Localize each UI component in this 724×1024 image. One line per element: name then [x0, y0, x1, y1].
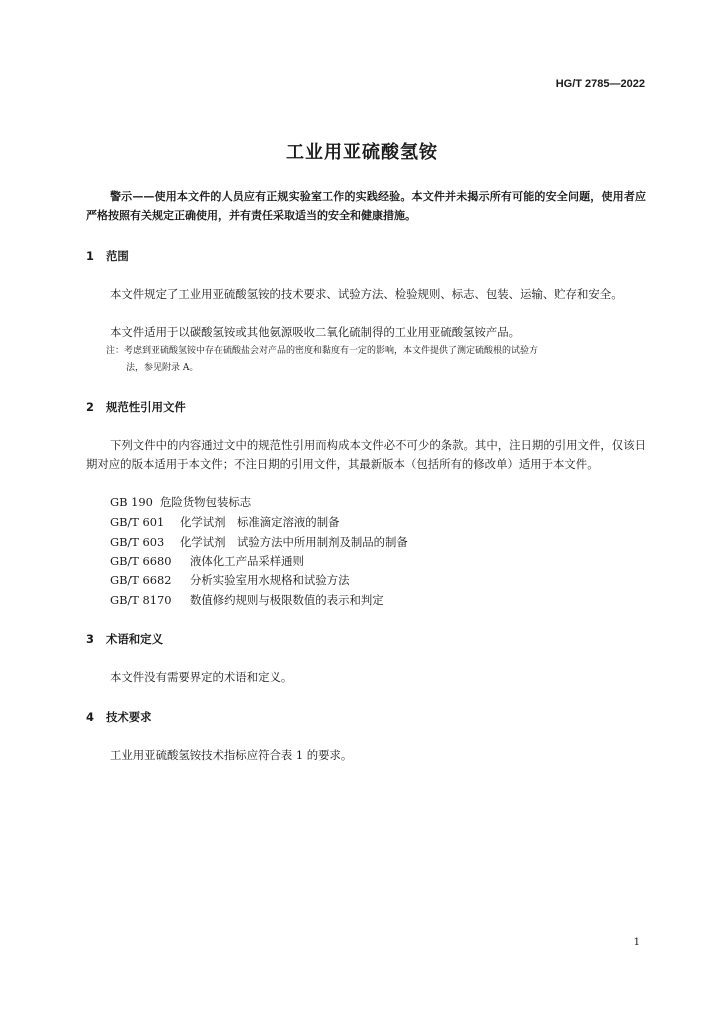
scope-note	[106, 343, 646, 377]
note-line-1: 注：考虑到亚硫酸氢铵中存在硫酸盐会对产品的密度和黏度有一定的影响，本文件提供了测定硫酸根的试验方	[106, 346, 539, 356]
section-title: 技术要求	[106, 710, 152, 724]
document-title: 工业用亚硫酸氢铵	[286, 142, 438, 163]
warning-paragraph: 警示——使用本文件的人员应有正规实验室工作的实践经验。本文件并未揭示所有可能的安全问题，使用者应严格按照有关规定正确使用，并有责任采取适当的安全和健康措施。	[86, 190, 646, 222]
scope-paragraph-1: 本文件规定了工业用亚硫酸氢铵的技术要求、试验方法、检验规则、标志、包装、运输、贮存和安全。	[110, 287, 623, 301]
reference-title: 分析实验室用水规格和试验方法	[190, 573, 350, 587]
reference-item	[110, 553, 304, 569]
section-4-heading	[86, 709, 152, 725]
reference-item	[110, 514, 339, 530]
reference-code: GB/T 6680	[110, 554, 172, 568]
section-number: 1	[86, 249, 94, 263]
reference-item	[110, 572, 349, 588]
reference-title: 化学试剂 标准滴定溶液的制备	[180, 515, 340, 529]
scope-paragraph-2: 本文件适用于以碳酸氢铵或其他氨源吸收二氧化硫制得的工业用亚硫酸氢铵产品。	[110, 325, 521, 339]
note-line-2: 法，参见附录 A。	[126, 363, 199, 373]
section-title: 术语和定义	[106, 632, 163, 646]
reference-title: 数值修约规则与极限数值的表示和判定	[190, 593, 384, 607]
section-title: 规范性引用文件	[106, 400, 186, 414]
terms-paragraph: 本文件没有需要界定的术语和定义。	[110, 670, 293, 684]
section-3-heading	[86, 631, 163, 647]
reference-item	[110, 534, 408, 550]
reference-item	[110, 592, 384, 608]
technical-requirements-paragraph: 工业用亚硫酸氢铵技术指标应符合表 1 的要求。	[110, 748, 353, 762]
reference-code: GB/T 6682	[110, 573, 172, 587]
reference-title: 化学试剂 试验方法中所用制剂及制品的制备	[180, 535, 408, 549]
normative-references-paragraph: 下列文件中的内容通过文中的规范性引用而构成本文件必不可少的条款。其中，注日期的引用文件，仅该日期对应的版本适用于本文件；不注日期的引用文件，其最新版本（包括所有的修改单）适用于本文件。	[86, 438, 646, 471]
reference-code: GB/T 601	[110, 515, 165, 529]
reference-item	[110, 494, 251, 510]
reference-title: 危险货物包装标志	[160, 495, 252, 509]
standard-code: HG/T 2785—2022	[555, 78, 645, 90]
section-number: 4	[86, 710, 94, 724]
reference-code: GB/T 8170	[110, 593, 172, 607]
reference-code: GB 190	[110, 495, 153, 509]
section-title: 范围	[106, 249, 129, 263]
section-number: 2	[86, 400, 94, 414]
page-number: 1	[633, 937, 640, 948]
section-number: 3	[86, 632, 94, 646]
section-1-heading	[86, 248, 129, 264]
reference-title: 液体化工产品采样通则	[190, 554, 304, 568]
reference-code: GB/T 603	[110, 535, 165, 549]
section-2-heading	[86, 399, 186, 415]
